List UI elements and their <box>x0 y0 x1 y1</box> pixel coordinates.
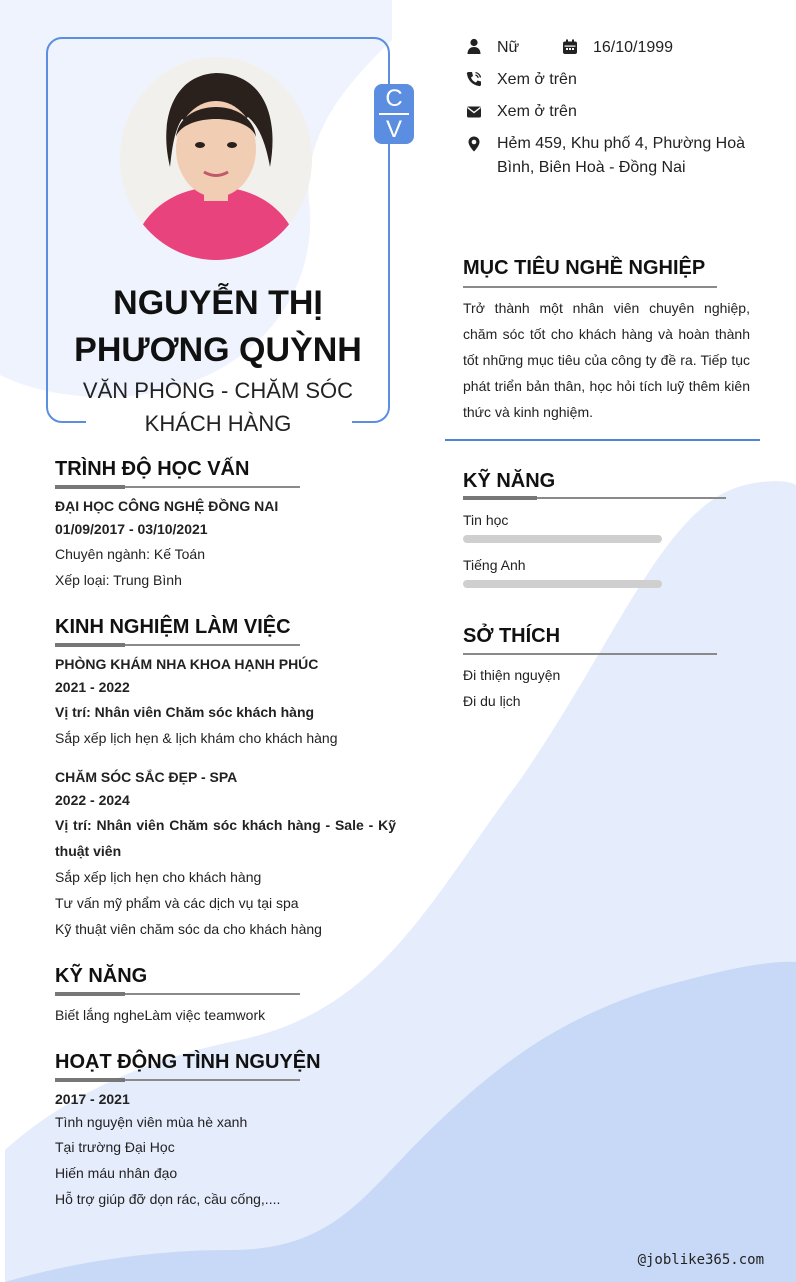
profile-photo <box>120 57 312 260</box>
education-school: ĐẠI HỌC CÔNG NGHỆ ĐỒNG NAI <box>55 498 279 514</box>
watermark: @joblike365.com <box>637 1252 764 1268</box>
skills-right-rule-accent <box>463 496 537 500</box>
cv-badge-bottom: V <box>385 116 402 143</box>
full-name <box>46 280 390 374</box>
job-duty: Sắp xếp lịch hẹn cho khách hàng <box>55 869 262 885</box>
education-grade: Xếp loại: Trung Bình <box>55 572 182 588</box>
hobbies-title: SỞ THÍCH <box>463 625 561 647</box>
job-position: Vị trí: Nhân viên Chăm sóc khách hàng <box>55 704 315 720</box>
education-dates: 01/09/2017 - 03/10/2021 <box>55 521 208 537</box>
cv-badge <box>374 84 414 144</box>
hobby-item: Đi thiện nguyện <box>463 667 561 683</box>
skill-label-english: Tiếng Anh <box>463 557 526 573</box>
skills-left-text: Biết lắng ngheLàm việc teamwork <box>55 1007 266 1023</box>
skills-left-rule-accent <box>55 992 125 996</box>
volunteer-dates: 2017 - 2021 <box>55 1091 130 1107</box>
name-line-2: PHƯƠNG QUỲNH <box>74 331 362 369</box>
name-line-1: NGUYỄN THỊ <box>113 284 323 322</box>
job-duty: Kỹ thuật viên chăm sóc da cho khách hàng <box>55 921 322 937</box>
email-value: Xem ở trên <box>497 103 577 120</box>
job-dates: 2021 - 2022 <box>55 679 130 695</box>
avatar-illustration <box>120 57 312 260</box>
skill-bar-english <box>463 580 662 588</box>
skills-right-title: KỸ NĂNG <box>463 470 556 492</box>
objective-text: Trở thành một nhân viên chuyên nghiệp, chăm sóc tốt cho khách hàng và hoàn thành tốt những mục tiêu của công ty đề ra. Tiếp tục phát triển bản thân, học hỏi tích luỹ thêm kiên thức và kinh nghiệm. <box>463 300 750 420</box>
address-line-2: Bình, Biên Hoà - Đồng Nai <box>497 159 686 176</box>
address-value <box>497 132 745 180</box>
job-title <box>46 374 390 440</box>
volunteer-item: Tình nguyện viên mùa hè xanh <box>55 1114 248 1130</box>
hobby-item: Đi du lịch <box>463 693 521 709</box>
objective-title: MỤC TIÊU NGHỀ NGHIỆP <box>463 257 706 279</box>
volunteer-item: Tại trường Đại Học <box>55 1139 175 1155</box>
job-position: Vị trí: Nhân viên Chăm sóc khách hàng - Sale - Kỹ thuật viên <box>55 817 396 859</box>
calendar-icon <box>562 39 578 55</box>
role-line-2: KHÁCH HÀNG <box>144 411 292 436</box>
address-line-1: Hẻm 459, Khu phố 4, Phường Hoà <box>497 135 746 152</box>
skill-bar-informatics <box>463 535 662 543</box>
user-icon <box>466 38 482 54</box>
education-major: Chuyên ngành: Kế Toán <box>55 546 205 562</box>
volunteer-item: Hiến máu nhân đạo <box>55 1165 178 1181</box>
volunteer-title: HOẠT ĐỘNG TÌNH NGUYỆN <box>55 1051 321 1073</box>
skill-label-informatics: Tin học <box>463 512 509 528</box>
envelope-icon <box>466 104 482 120</box>
role-line-1: VĂN PHÒNG - CHĂM SÓC <box>82 378 354 403</box>
phone-value: Xem ở trên <box>497 71 577 88</box>
cv-badge-top: C <box>385 85 403 112</box>
gender-value: Nữ <box>497 39 520 56</box>
education-rule-accent <box>55 485 125 489</box>
hobbies-rule <box>463 653 717 655</box>
job-dates: 2022 - 2024 <box>55 792 130 808</box>
experience-title: KINH NGHIỆM LÀM VIỆC <box>55 616 291 638</box>
objective-title-rule <box>463 286 717 288</box>
education-title: TRÌNH ĐỘ HỌC VẤN <box>55 458 250 480</box>
volunteer-rule-accent <box>55 1078 125 1082</box>
location-pin-icon <box>466 136 482 152</box>
objective-divider <box>445 439 760 441</box>
volunteer-item: Hỗ trợ giúp đỡ dọn rác, cầu cống,.... <box>55 1191 281 1207</box>
job-company: PHÒNG KHÁM NHA KHOA HẠNH PHÚC <box>55 656 319 672</box>
experience-rule-accent <box>55 643 125 647</box>
job-duty: Tư vấn mỹ phẩm và các dịch vụ tại spa <box>55 895 299 911</box>
phone-icon <box>466 71 482 87</box>
job-duty: Sắp xếp lịch hẹn & lịch khám cho khách hàng <box>55 730 338 746</box>
job-company: CHĂM SÓC SẮC ĐẸP - SPA <box>55 769 238 785</box>
birthday-value: 16/10/1999 <box>593 39 674 56</box>
skills-left-title: KỸ NĂNG <box>55 965 148 987</box>
